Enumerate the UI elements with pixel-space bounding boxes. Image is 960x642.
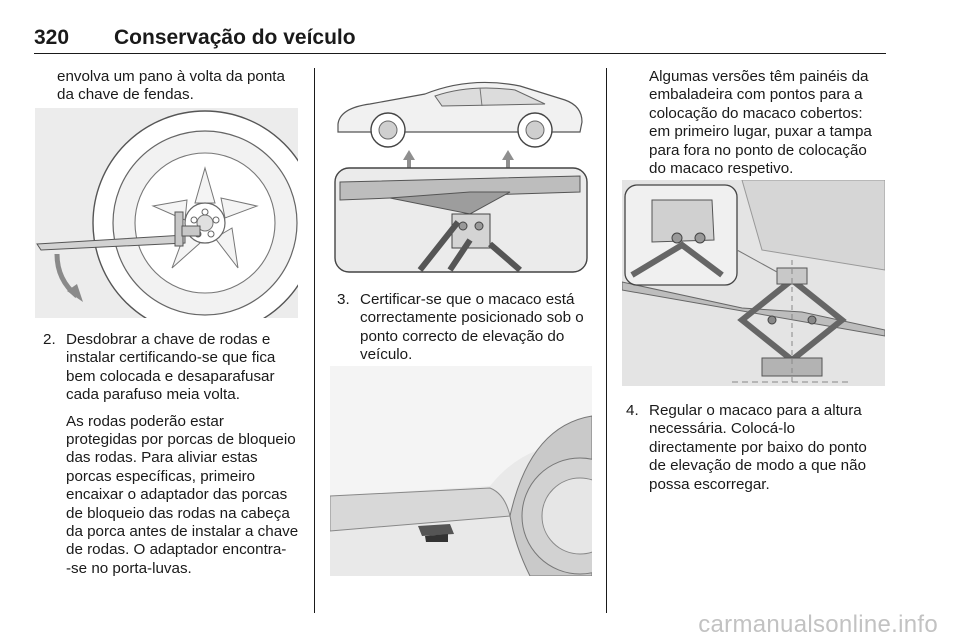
column-divider-2 [606,68,607,613]
step-number: 2. [43,331,56,348]
intro-line: da chave de fendas. [57,86,194,104]
page-header [34,26,886,54]
column-divider-1 [314,68,315,613]
step-line: Certificar-se que o macaco está [360,291,575,308]
step-2 [43,331,305,578]
step-line: de elevação de modo a que não [649,457,867,475]
jack-positioning-illustration [622,180,885,386]
note-line: porcas específicas, primeiro [66,467,256,485]
note-line: encaixar o adaptador das porcas [66,486,288,504]
wheel-wrench-drawing [35,108,298,318]
step-2-item [43,331,305,405]
step-number: 3. [337,291,350,308]
rocker-panel-drawing [330,366,592,576]
step-2-note [43,413,305,579]
step-line: veículo. [360,346,413,364]
car-jack-points-illustration [330,64,592,276]
note-line: As rodas poderão estar [66,412,224,430]
step-3-item [337,291,599,365]
intro-line: envolva um pano à volta da ponta [57,68,285,85]
step-line: ponto correcto de elevação do [360,327,565,345]
jack-positioning-drawing [622,180,885,386]
intro-line: Algumas versões têm painéis da [649,68,869,85]
note-line: das rodas. Para aliviar estas [66,449,258,467]
column-1-intro [57,68,302,105]
note-line: protegidas por porcas de bloqueio [66,431,296,449]
note-line: da porca antes de instalar a chave [66,523,299,541]
step-4 [626,402,888,494]
step-line: necessária. Colocá-lo [649,420,796,438]
section-title: Conservação do veículo [114,26,356,49]
note-line: de rodas. O adaptador encontra- [66,541,287,559]
step-line: correctamente posicionado sob o [360,309,584,327]
step-line: possa escorregar. [649,475,770,493]
intro-line: em primeiro lugar, puxar a tampa [649,123,872,141]
step-line: instalar certificando-se que fica [66,349,276,367]
page-number: 320 [34,26,70,49]
step-line: Regular o macaco para a altura [649,402,862,419]
intro-line: colocação do macaco cobertos: [649,104,863,122]
step-line: cada parafuso meia volta. [66,386,240,404]
step-4-item [626,402,888,494]
intro-line: embaladeira com pontos para a [649,86,863,104]
rocker-panel-illustration [330,366,592,576]
intro-line: para fora no ponto de colocação [649,141,867,159]
note-line: de bloqueio das rodas na cabeça [66,504,290,522]
wheel-wrench-illustration [35,108,298,318]
column-3-intro [649,68,889,178]
note-line: -se no porta-luvas. [66,559,192,577]
intro-line: do macaco respetivo. [649,160,794,178]
watermark: carmanualsonline.info [698,611,938,638]
header-rule [34,53,886,54]
car-jack-points-drawing [330,64,592,276]
step-line: directamente por baixo do ponto [649,438,867,456]
step-line: Desdobrar a chave de rodas e [66,331,271,348]
step-number: 4. [626,402,639,419]
step-3 [337,291,599,365]
step-line: bem colocada e desaparafusar [66,367,275,385]
